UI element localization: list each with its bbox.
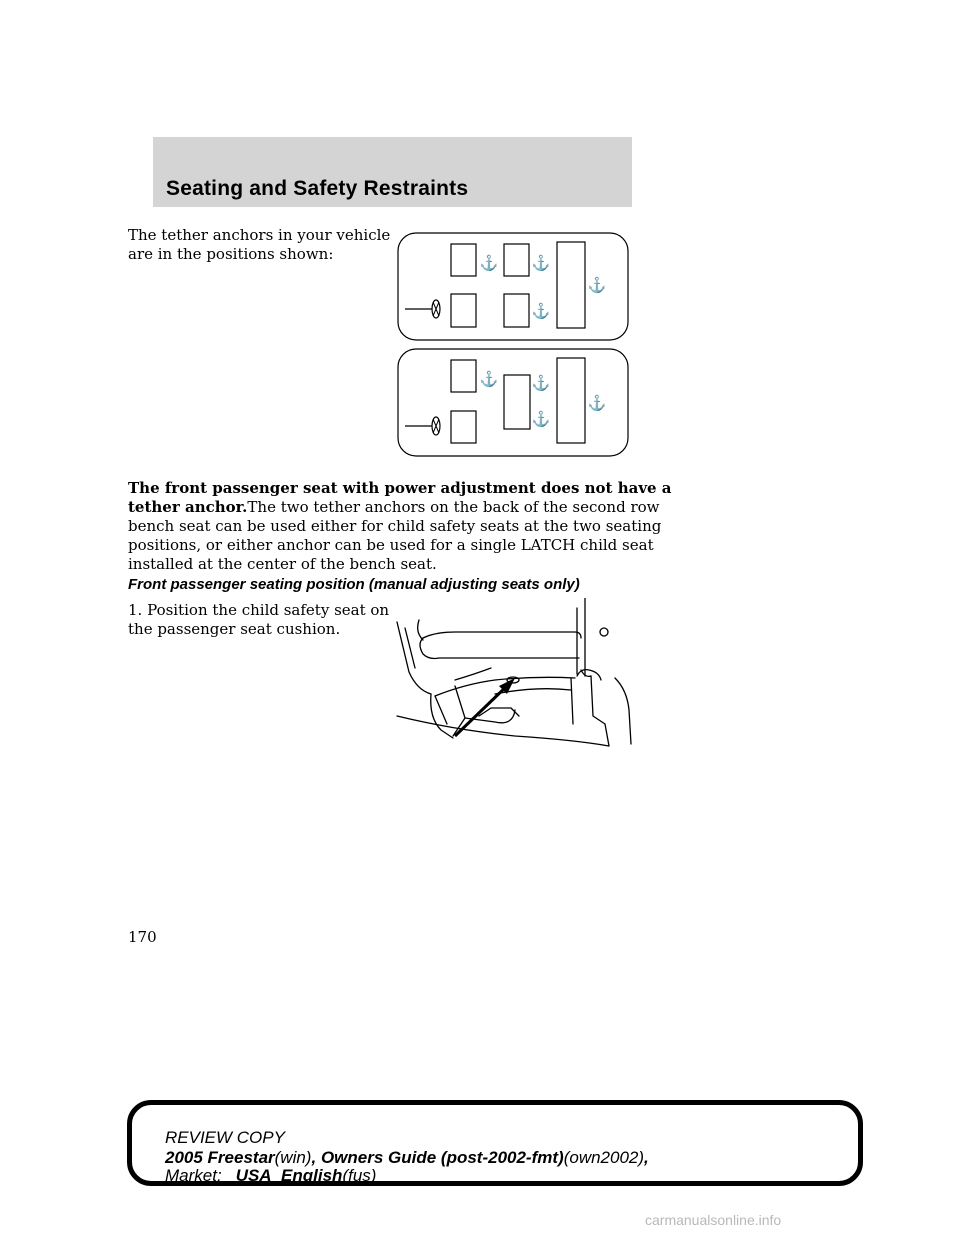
anchor-icon: ⚓ xyxy=(479,370,499,388)
tether-anchor-diagram-config-2 xyxy=(397,348,629,458)
intro-line-1: The tether anchors in your vehicle xyxy=(128,226,391,244)
anchor-icon: ⚓ xyxy=(531,302,551,320)
anchor-icon: ⚓ xyxy=(587,276,607,294)
tether-anchor-diagram-config-1 xyxy=(397,232,629,342)
anchor-icon: ⚓ xyxy=(531,374,551,392)
section-title: Seating and Safety Restraints xyxy=(166,177,469,200)
step-1-line-2: the passenger seat cushion. xyxy=(128,620,341,638)
intro-line-2: are in the positions shown: xyxy=(128,245,334,263)
footer-market-info: Market: USA_English(fus) xyxy=(165,1166,377,1185)
page-number: 170 xyxy=(128,928,157,946)
body-paragraph-line-3: bench seat can be used either for child safety seats at the two seating xyxy=(128,517,662,535)
footer-review-copy: REVIEW COPY xyxy=(165,1128,285,1147)
anchor-icon: ⚓ xyxy=(531,254,551,272)
anchor-icon: ⚓ xyxy=(479,254,499,272)
seat-cushion-illustration xyxy=(395,598,635,748)
anchor-icon: ⚓ xyxy=(531,410,551,428)
body-paragraph-line-1: The front passenger seat with power adjustment does not have a xyxy=(128,479,672,497)
footer-document-info: 2005 Freestar(win), Owners Guide (post-2002-fmt)(own2002), xyxy=(165,1148,649,1167)
body-paragraph-line-2: tether anchor.The two tether anchors on the back of the second row xyxy=(128,498,660,516)
watermark: carmanualsonline.info xyxy=(645,1212,782,1228)
body-paragraph-line-5: installed at the center of the bench seat. xyxy=(128,555,437,573)
body-paragraph-line-4: positions, or either anchor can be used for a single LATCH child seat xyxy=(128,536,654,554)
step-1-line-1: 1. Position the child safety seat on xyxy=(128,601,390,619)
anchor-icon: ⚓ xyxy=(587,394,607,412)
subheading: Front passenger seating position (manual adjusting seats only) xyxy=(128,576,580,593)
